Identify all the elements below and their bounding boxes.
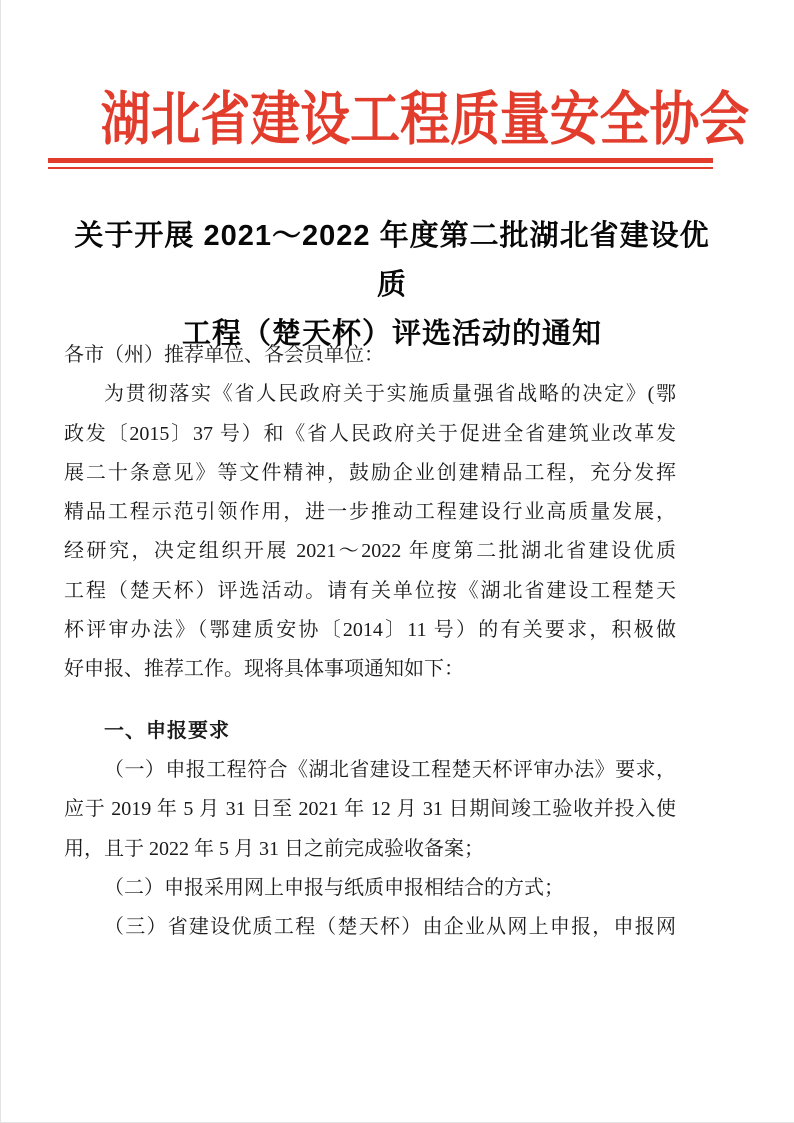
body-paragraph — [64, 908, 676, 947]
document-title-line-1: 关于开展 2021～2022 年度第二批湖北省建设优质 — [74, 220, 710, 301]
body-line: 好申报、推荐工作。现将具体事项通知如下： — [64, 658, 464, 681]
document-body — [64, 336, 676, 947]
body-line: 展二十条意见》等文件精神，鼓励企业创建精品工程，充分发挥 — [64, 461, 676, 484]
body-paragraph — [64, 751, 676, 869]
body-line: 杯评审办法》（鄂建质安协〔2014〕11 号）的有关要求，积极做 — [64, 619, 676, 642]
body-line: （一）申报工程符合《湖北省建设工程楚天杯评审办法》要求， — [104, 758, 676, 781]
body-line: （二）申报采用网上申报与纸质申报相结合的方式； — [104, 876, 564, 899]
body-line: 工程（楚天杯）评选活动。请有关单位按《湖北省建设工程楚天 — [64, 579, 676, 602]
body-paragraph — [64, 869, 676, 908]
paragraph-container — [64, 375, 676, 947]
body-line: （三）省建设优质工程（楚天杯）由企业从网上申报，申报网 — [104, 916, 676, 939]
body-line: 应于 2019 年 5 月 31 日至 2021 年 12 月 31 日期间竣工验收并投入使 — [64, 798, 676, 821]
body-line: 精品工程示范引领作用，进一步推动工程建设行业高质量发展， — [64, 501, 676, 524]
letterhead-divider-thin — [48, 167, 713, 169]
letterhead-divider-thick — [48, 158, 713, 163]
letterhead-org-name: 湖北省建设工程质量安全协会 — [100, 87, 750, 152]
body-line: 经研究，决定组织开展 2021～2022 年度第二批湖北省建设优质 — [64, 540, 676, 563]
body-line: 一、申报要求 — [104, 719, 230, 742]
body-paragraph — [64, 375, 676, 689]
document-title-line-2: 工程（楚天杯）评选活动的通知 — [181, 318, 602, 350]
salutation-line: 各市（州）推荐单位、各会员单位： — [64, 344, 384, 366]
letterhead-org-title — [48, 87, 750, 152]
body-line: 用，且于 2022 年 5 月 31 日之前完成验收备案； — [64, 837, 484, 860]
body-line: 为贯彻落实《省人民政府关于实施质量强省战略的决定》(鄂 — [104, 383, 676, 406]
body-line: 政发〔2015〕37 号）和《省人民政府关于促进全省建筑业改革发 — [64, 422, 676, 445]
section-heading — [64, 712, 676, 751]
